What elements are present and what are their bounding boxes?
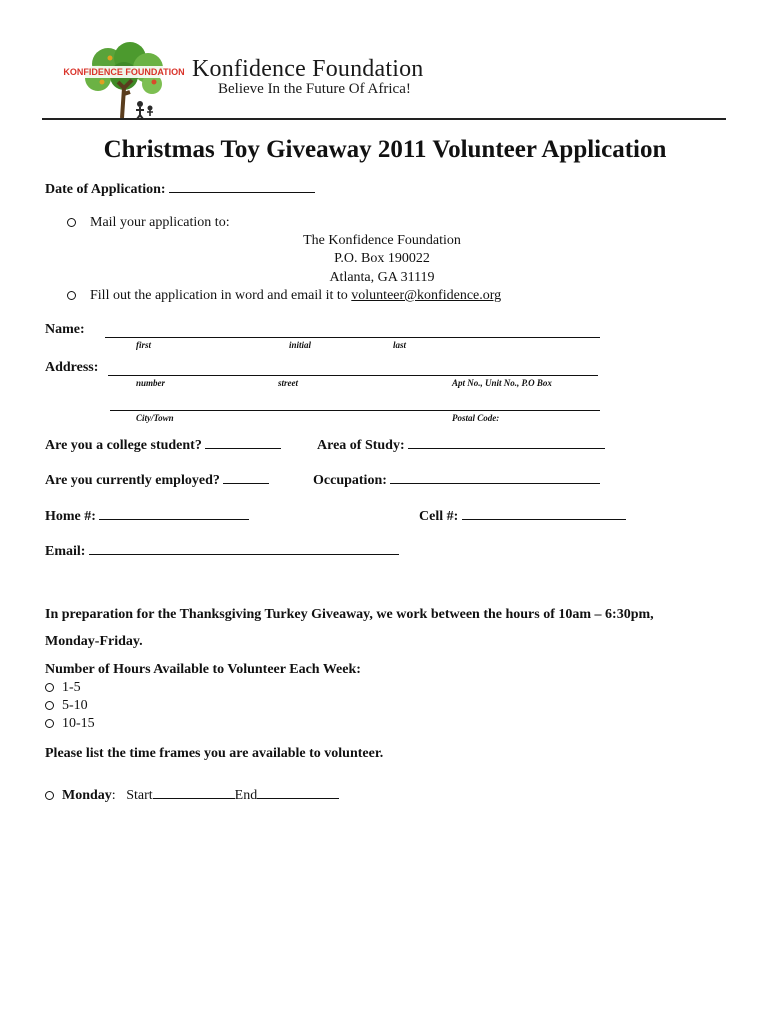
name-input-line[interactable] — [105, 337, 600, 338]
college-field — [45, 434, 281, 454]
home-phone-field — [45, 505, 249, 525]
logo-text: KONFIDENCE FOUNDATION — [63, 67, 185, 77]
monday-end-label: End — [234, 788, 258, 803]
monday-end-line[interactable] — [257, 784, 339, 799]
address-input-line[interactable] — [108, 375, 598, 376]
hours-option-label: 10-15 — [62, 716, 95, 731]
address-apt-hint: Apt No., Unit No., P.O Box — [452, 378, 552, 388]
college-input-line[interactable] — [205, 434, 281, 449]
fill-instruction — [67, 288, 501, 304]
study-input-line[interactable] — [408, 434, 605, 449]
address-number-hint: number — [136, 378, 166, 388]
bullet-icon — [67, 218, 76, 227]
employed-label: Are you currently employed? — [45, 473, 220, 488]
hours-option-label: 1-5 — [62, 680, 81, 695]
header-divider — [42, 118, 726, 120]
name-first-hint: first — [136, 340, 152, 350]
monday-row: Monday: Start End — [45, 784, 339, 804]
study-label: Area of Study: — [317, 438, 405, 453]
occupation-field — [313, 469, 600, 489]
name-initial-hint: initial — [289, 340, 312, 350]
date-label: Date of Application: — [45, 182, 166, 197]
employed-field — [45, 469, 269, 489]
address-label: Address: — [45, 360, 99, 375]
cell-input-line[interactable] — [462, 505, 626, 520]
hours-label: Number of Hours Available to Volunteer Each Week: — [45, 662, 361, 677]
org-name: Konfidence Foundation — [192, 56, 424, 82]
monday-start-line[interactable] — [153, 784, 235, 799]
hours-option-label: 5-10 — [62, 698, 88, 713]
mail-label: Mail your application to: — [90, 215, 230, 230]
timeframes-label: Please list the time frames you are available to volunteer. — [45, 746, 384, 761]
mail-address-line3: Atlanta, GA 31119 — [329, 270, 435, 285]
volunteer-email-link[interactable]: volunteer@konfidence.org — [351, 288, 502, 303]
employed-input-line[interactable] — [223, 469, 269, 484]
mail-address-line2: P.O. Box 190022 — [334, 251, 430, 266]
page-title: Christmas Toy Giveaway 2011 Volunteer Application — [103, 136, 667, 163]
study-field — [317, 434, 605, 454]
college-label: Are you a college student? — [45, 438, 202, 453]
home-input-line[interactable] — [99, 505, 249, 520]
radio-icon[interactable] — [45, 701, 54, 710]
occupation-label: Occupation: — [313, 473, 387, 488]
bullet-icon — [45, 791, 54, 800]
bullet-icon — [67, 291, 76, 300]
prep-text-line2: Monday-Friday. — [45, 634, 143, 649]
home-label: Home #: — [45, 509, 96, 524]
fill-text: Fill out the application in word and email it to — [90, 288, 348, 303]
cell-phone-field — [419, 505, 626, 525]
address-street-hint: street — [278, 378, 298, 388]
tagline: Believe In the Future Of Africa! — [218, 81, 411, 97]
radio-icon[interactable] — [45, 683, 54, 692]
email-field — [45, 540, 399, 560]
monday-day: Monday — [62, 788, 112, 803]
city-input-line[interactable] — [110, 410, 600, 411]
radio-icon[interactable] — [45, 719, 54, 728]
name-label: Name: — [45, 322, 85, 337]
address-postal-hint: Postal Code: — [452, 413, 500, 423]
foundation-logo — [63, 42, 185, 120]
mail-instruction — [67, 215, 230, 231]
monday-start-label: Start — [126, 788, 153, 803]
prep-text-line1: In preparation for the Thanksgiving Turkey Giveaway, we work between the hours of 10am – 6:30pm, — [45, 607, 654, 622]
cell-label: Cell #: — [419, 509, 459, 524]
mail-address-line1: The Konfidence Foundation — [303, 233, 461, 248]
hours-option-3[interactable] — [45, 716, 95, 732]
occupation-input-line[interactable] — [390, 469, 600, 484]
hours-option-1[interactable] — [45, 680, 81, 696]
email-label: Email: — [45, 544, 86, 559]
name-last-hint: last — [393, 340, 407, 350]
date-field — [45, 178, 315, 198]
address-city-hint: City/Town — [136, 413, 174, 423]
email-input-line[interactable] — [89, 540, 399, 555]
hours-option-2[interactable] — [45, 698, 88, 714]
date-input-line[interactable] — [169, 178, 315, 193]
